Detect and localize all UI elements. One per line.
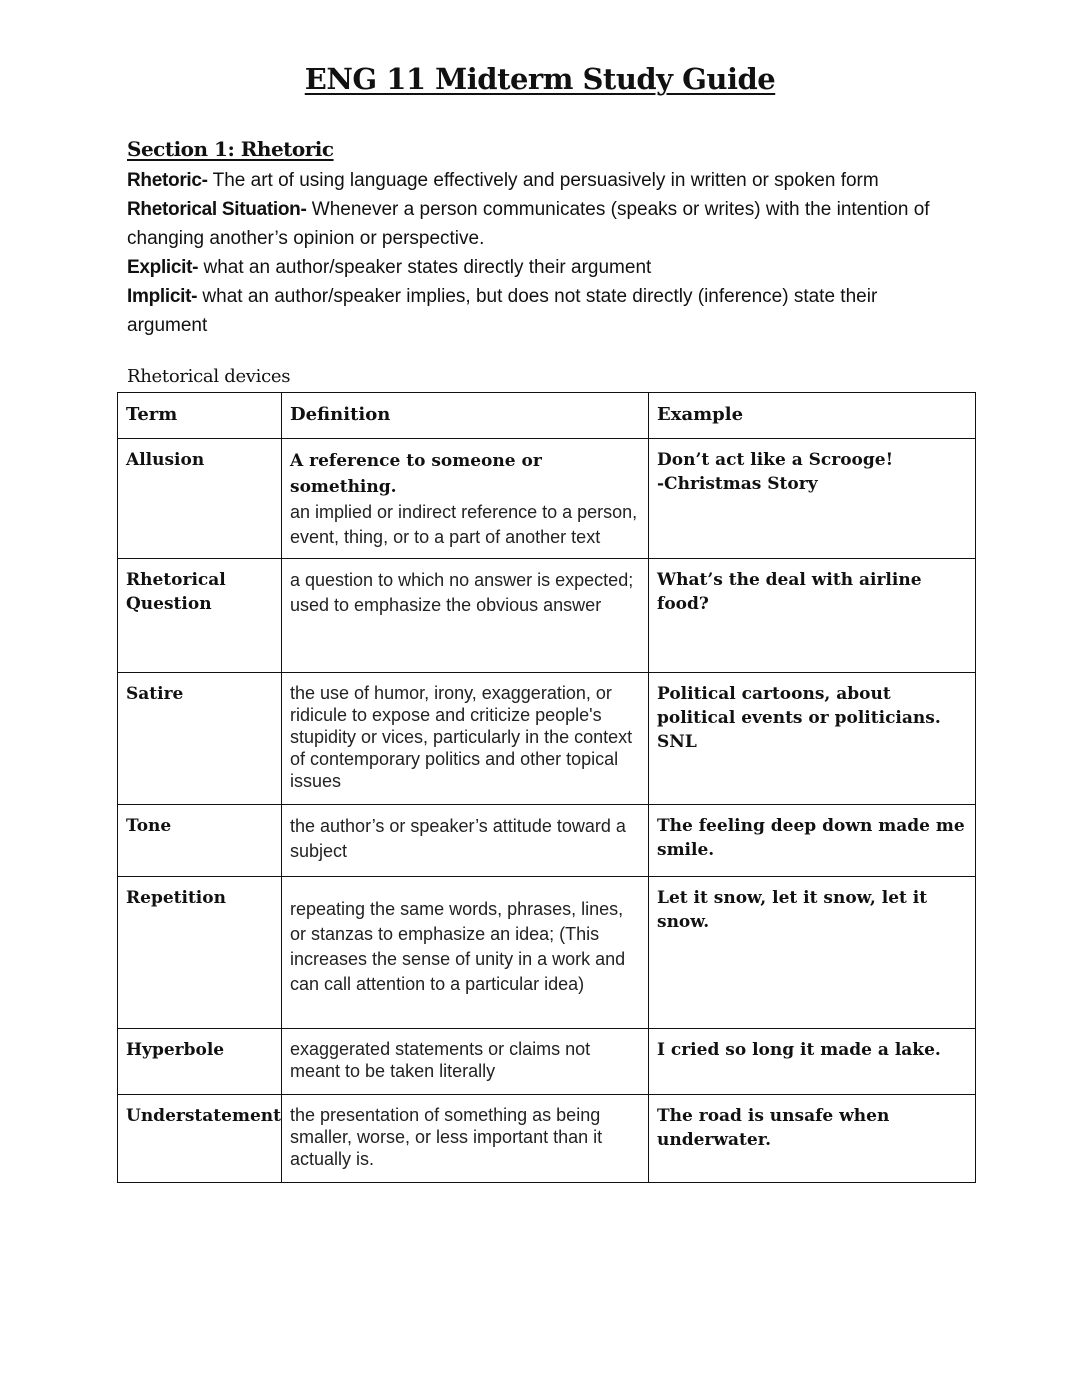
definition-term: Rhetoric- bbox=[127, 170, 208, 191]
table-row-allusion bbox=[118, 439, 976, 559]
table-row-tone bbox=[118, 805, 976, 877]
example-text: Political cartoons, about political events or politicians. SNL bbox=[657, 684, 941, 752]
definition-term: Rhetorical Situation- bbox=[127, 199, 307, 220]
example-cell: The feeling deep down made me smile. bbox=[649, 805, 976, 877]
definition-term: Implicit- bbox=[127, 286, 198, 307]
column-header-term: Term bbox=[118, 393, 282, 439]
column-header-example: Example bbox=[649, 393, 976, 439]
definition-rhetoric bbox=[127, 166, 957, 195]
table-row-hyperbole bbox=[118, 1029, 976, 1095]
example-text: Don’t act like a Scrooge! -Christmas Story bbox=[657, 450, 894, 494]
definition-cell: a question to which no answer is expected; used to emphasize the obvious answer bbox=[282, 559, 649, 673]
table-row-understatement bbox=[118, 1095, 976, 1183]
term-cell: Satire bbox=[118, 673, 282, 805]
definition-explicit bbox=[127, 253, 957, 282]
definition-bold-text: A reference to someone or something. bbox=[290, 451, 542, 497]
column-header-definition: Definition bbox=[282, 393, 649, 439]
table-header-row bbox=[118, 393, 976, 439]
term-cell: Rhetorical Question bbox=[118, 559, 282, 673]
table-row-satire bbox=[118, 673, 976, 805]
rhetorical-devices-table bbox=[117, 392, 976, 1183]
definition-text: The art of using language effectively and persuasively in written or spoken form bbox=[207, 170, 879, 191]
example-cell bbox=[649, 439, 976, 559]
section-1-rhetoric bbox=[127, 136, 957, 340]
term-cell: Understatement bbox=[118, 1095, 282, 1183]
definition-cell: the author’s or speaker’s attitude toward a subject bbox=[282, 805, 649, 877]
document-title: ENG 11 Midterm Study Guide bbox=[304, 62, 776, 96]
definition-implicit bbox=[127, 282, 957, 340]
term-cell: Tone bbox=[118, 805, 282, 877]
definition-text: what an author/speaker states directly their argument bbox=[198, 257, 652, 278]
definition-cell: the use of humor, irony, exaggeration, or ridicule to expose and criticize people's stupidity or vices, particularly in the context of contemporary politics and other topical issues bbox=[282, 673, 649, 805]
table-row-repetition bbox=[118, 877, 976, 1029]
definition-text: what an author/speaker implies, but does not state directly (inference) state their argument bbox=[127, 286, 878, 336]
definition-term: Explicit- bbox=[127, 257, 199, 278]
table-row-rhetorical-question bbox=[118, 559, 976, 673]
term-cell: Hyperbole bbox=[118, 1029, 282, 1095]
definition-cell bbox=[282, 439, 649, 559]
example-cell: The road is unsafe when underwater. bbox=[649, 1095, 976, 1183]
definition-cell: exaggerated statements or claims not meant to be taken literally bbox=[282, 1029, 649, 1095]
example-cell bbox=[649, 673, 976, 805]
section-heading: Section 1: Rhetoric bbox=[127, 137, 334, 161]
definition-text: an implied or indirect reference to a person, event, thing, or to a part of another text bbox=[290, 502, 638, 547]
example-cell: What’s the deal with airline food? bbox=[649, 559, 976, 673]
definition-text: Whenever a person communicates (speaks or writes) with the intention of changing another’s opinion or perspective. bbox=[127, 199, 930, 249]
term-cell: Allusion bbox=[118, 439, 282, 559]
definition-cell: repeating the same words, phrases, lines, or stanzas to emphasize an idea; (This increases the sense of unity in a work and can call attention to a particular idea) bbox=[282, 877, 649, 1029]
definition-cell: the presentation of something as being smaller, worse, or less important than it actually is. bbox=[282, 1095, 649, 1183]
definition-rhetorical-situation bbox=[127, 195, 957, 253]
term-cell: Repetition bbox=[118, 877, 282, 1029]
rhetorical-devices-heading: Rhetorical devices bbox=[127, 366, 291, 387]
example-cell: Let it snow, let it snow, let it snow. bbox=[649, 877, 976, 1029]
example-cell: I cried so long it made a lake. bbox=[649, 1029, 976, 1095]
